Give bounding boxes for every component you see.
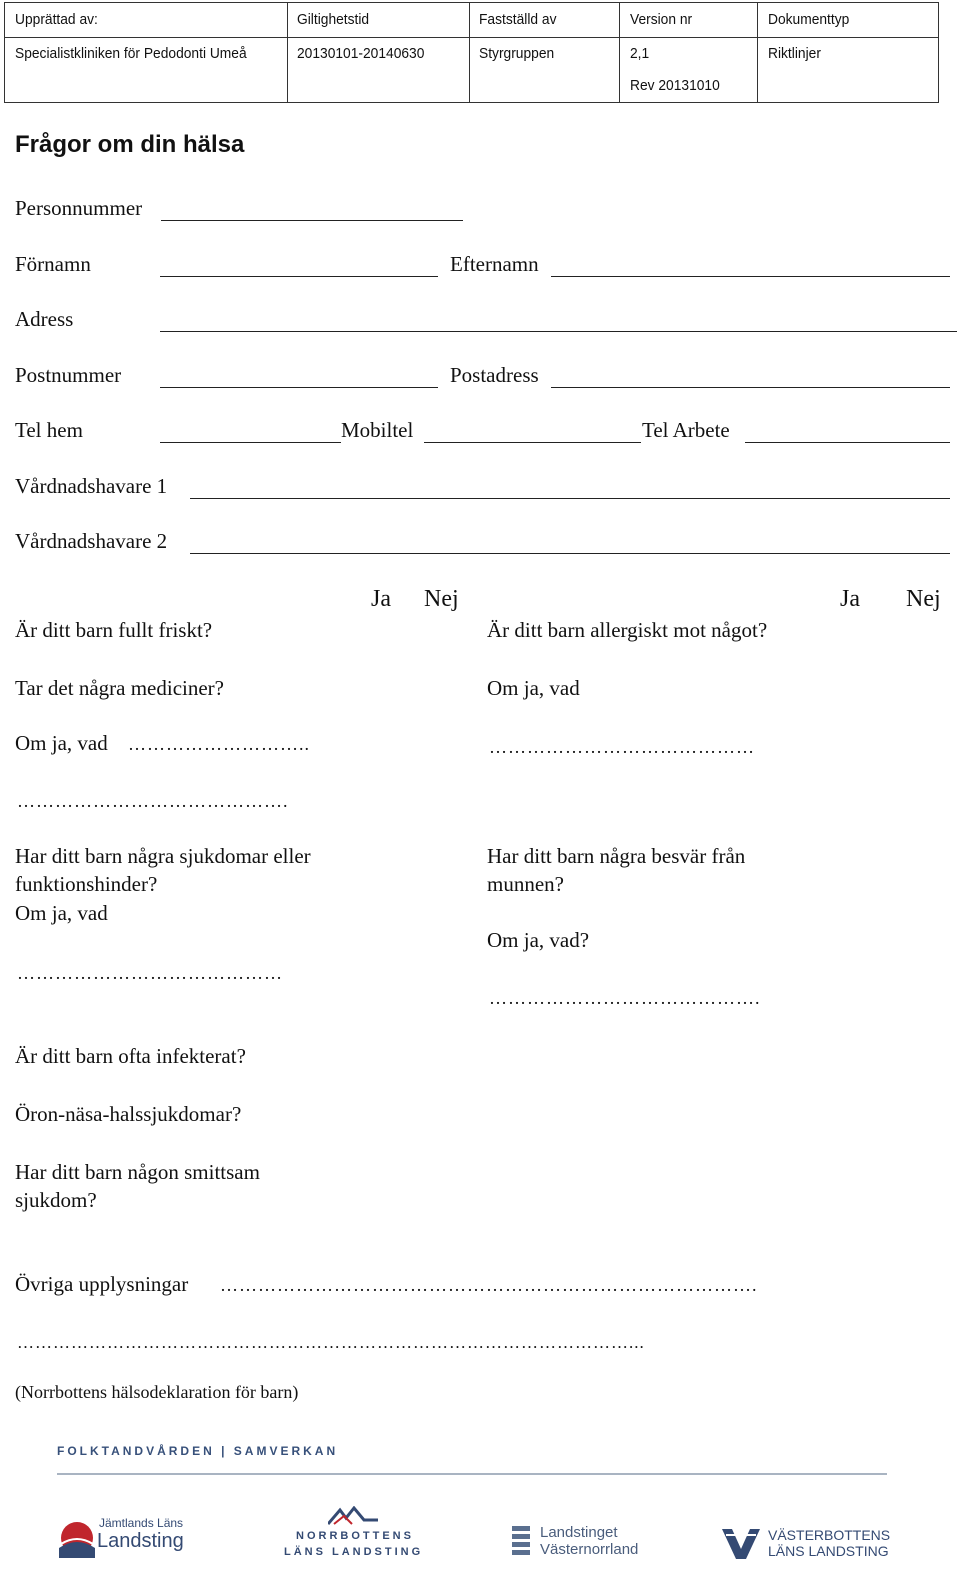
adress-label: Adress <box>15 307 74 331</box>
question-infekterat: Är ditt barn ofta infekterat? <box>15 1044 246 1068</box>
question-smittsam-line1: Har ditt barn någon smittsam <box>15 1160 260 1184</box>
efternamn-field[interactable] <box>551 276 950 277</box>
source-note: (Norrbottens hälsodeklaration för barn) <box>15 1382 299 1402</box>
document-header-table <box>4 2 939 103</box>
vasternorrland-logo <box>510 1524 660 1560</box>
jamtland-logo <box>57 1516 197 1560</box>
om-ja-vad-mediciner: Om ja, vad <box>15 731 108 755</box>
tel-arbete-field[interactable] <box>745 442 950 443</box>
postadress-label: Postadress <box>450 363 539 387</box>
nej-column-left: Nej <box>424 586 459 612</box>
question-sjukdomar-line2: funktionshinder? <box>15 872 158 896</box>
answer-line-besvar[interactable]: ……………………………………. <box>489 988 761 1008</box>
question-sjukdomar-line1: Har ditt barn några sjukdomar eller <box>15 844 311 868</box>
vardnadshavare1-label: Vårdnadshavare 1 <box>15 474 168 498</box>
jamtland-logo-line1: Jämtlands Läns <box>99 1516 184 1530</box>
header-value-revision: Rev 20131010 <box>630 77 720 94</box>
vasterbotten-logo-line1: VÄSTERBOTTENS <box>768 1527 891 1543</box>
header-label-giltighetstid: Giltighetstid <box>297 11 370 28</box>
header-value-dokumenttyp: Riktlinjer <box>768 45 821 62</box>
vardnadshavare1-field[interactable] <box>190 498 950 499</box>
vasterbotten-logo-line2: LÄNS LANDSTING <box>768 1543 889 1559</box>
jamtland-emblem-icon <box>57 1518 97 1558</box>
vasterbotten-logo <box>722 1527 902 1561</box>
nej-column-right: Nej <box>906 586 941 612</box>
efternamn-label: Efternamn <box>450 252 539 276</box>
postnummer-label: Postnummer <box>15 363 122 387</box>
footer-rule <box>57 1473 887 1475</box>
tel-hem-label: Tel hem <box>15 418 83 442</box>
ovriga-answer-line-1[interactable]: …………………………………………………………………………. <box>220 1275 758 1295</box>
answer-line-sjukdomar[interactable]: …………………………………… <box>17 963 283 983</box>
vardnadshavare2-field[interactable] <box>190 553 950 554</box>
question-mediciner: Tar det några mediciner? <box>15 676 224 700</box>
header-row-divider <box>5 37 938 38</box>
ovriga-upplysningar-label: Övriga upplysningar <box>15 1272 189 1296</box>
ja-column-left: Ja <box>371 586 391 612</box>
question-allergiskt: Är ditt barn allergiskt mot något? <box>487 618 768 642</box>
header-label-upprattad: Upprättad av: <box>15 11 98 28</box>
norrbotten-logo-line1: NORRBOTTENS <box>296 1530 414 1542</box>
fornamn-field[interactable] <box>160 276 438 277</box>
header-col-divider <box>757 3 758 102</box>
header-label-version: Version nr <box>630 11 693 28</box>
header-col-divider <box>287 3 288 102</box>
mobiltel-label: Mobiltel <box>341 418 414 442</box>
header-col-divider <box>469 3 470 102</box>
ja-column-right: Ja <box>840 586 860 612</box>
header-value-upprattad: Specialistkliniken för Pedodonti Umeå <box>15 45 247 62</box>
vasternorrland-emblem-icon <box>510 1524 532 1558</box>
vasternorrland-logo-line2: Västernorrland <box>540 1541 639 1558</box>
header-value-version: 2,1 <box>630 45 650 62</box>
mobiltel-field[interactable] <box>424 442 641 443</box>
header-label-dokumenttyp: Dokumenttyp <box>768 11 850 28</box>
question-smittsam-line2: sjukdom? <box>15 1188 97 1212</box>
header-col-divider <box>619 3 620 102</box>
question-besvar-line2: munnen? <box>487 872 564 896</box>
question-fullt-friskt: Är ditt barn fullt friskt? <box>15 618 213 642</box>
header-value-giltighetstid: 20130101-20140630 <box>297 45 425 62</box>
answer-line-mediciner[interactable]: ……………………….. <box>128 734 310 754</box>
page-title: Frågor om din hälsa <box>15 131 245 158</box>
adress-field[interactable] <box>160 331 957 332</box>
header-label-faststalld: Fastställd av <box>479 11 557 28</box>
personnummer-label: Personnummer <box>15 196 143 220</box>
question-besvar-line1: Har ditt barn några besvär från <box>487 844 746 868</box>
norrbotten-logo-line2: LÄNS LANDSTING <box>284 1546 424 1558</box>
personnummer-field[interactable] <box>161 220 463 221</box>
answer-line-allergi[interactable]: …………………………………… <box>489 737 755 757</box>
fornamn-label: Förnamn <box>15 252 91 276</box>
jamtland-logo-line2: Landsting <box>97 1530 184 1552</box>
norrbotten-logo <box>284 1506 424 1562</box>
om-ja-vad-sjukdomar: Om ja, vad <box>15 901 108 925</box>
om-ja-vad-besvar: Om ja, vad? <box>487 928 590 952</box>
postnummer-field[interactable] <box>160 387 438 388</box>
om-ja-vad-allergi: Om ja, vad <box>487 676 580 700</box>
vardnadshavare2-label: Vårdnadshavare 2 <box>15 529 168 553</box>
norrbotten-mountain-icon <box>328 1506 378 1526</box>
answer-line-mediciner-2[interactable]: ……………………………………. <box>17 791 289 811</box>
tel-hem-field[interactable] <box>160 442 341 443</box>
vasterbotten-emblem-icon <box>722 1529 760 1559</box>
footer-heading: FOLKTANDVÅRDEN | SAMVERKAN <box>57 1444 339 1458</box>
question-oron-nasa-hals: Öron-näsa-halssjukdomar? <box>15 1102 242 1126</box>
tel-arbete-label: Tel Arbete <box>642 418 730 442</box>
ovriga-answer-line-2[interactable]: …………………………………………………………………………………………... <box>17 1333 645 1352</box>
postadress-field[interactable] <box>551 387 950 388</box>
vasternorrland-logo-line1: Landstinget <box>540 1524 618 1541</box>
header-value-faststalld: Styrgruppen <box>479 45 555 62</box>
